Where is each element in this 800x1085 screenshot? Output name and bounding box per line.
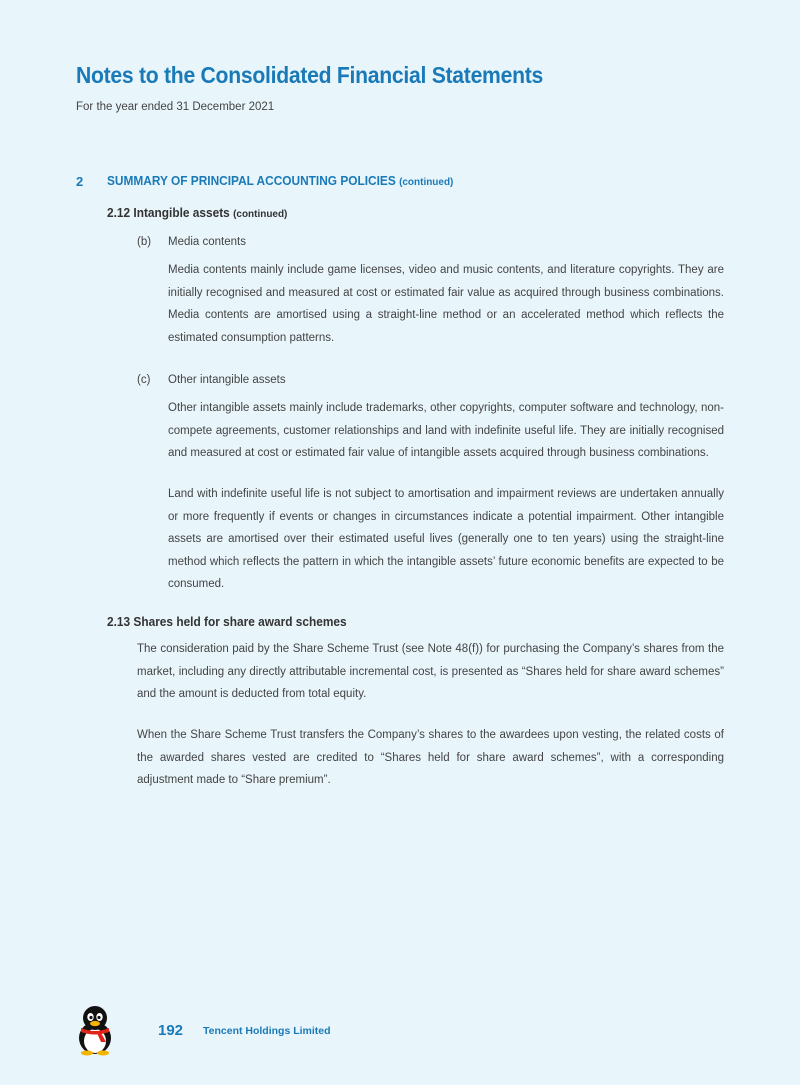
company-name: Tencent Holdings Limited — [203, 1025, 331, 1037]
page-number: 192 — [158, 1022, 184, 1039]
section-number: 2 — [76, 174, 84, 189]
paragraph-media-contents: Media contents mainly include game licenses, video and music contents, and literature copyrights. They are initially recognised and measured at cost or estimated fair value as acquired through business combinations. Media contents are amortised using a straight-line method or an accelerated method which reflects the estimated consumption patterns. — [168, 264, 724, 344]
subsection-heading-2-13: 2.13 Shares held for share award schemes — [107, 615, 347, 629]
page-title: Notes to the Consolidated Financial Statements — [76, 62, 544, 88]
item-label-c: (c) — [137, 374, 151, 386]
paragraph-other-intangible-assets-2: Land with indefinite useful life is not subject to amortisation and impairment reviews are undertaken annually or more frequently if events or changes in circumstances indicate a potential impairment. Other intangible assets are amortised over their estimated useful lives (generally one to ten years) using the straight-line method which reflects the pattern in which the intangible assets’ future economic benefits are expected to be consumed. — [168, 488, 724, 590]
section-continued: (continued) — [399, 176, 454, 188]
item-label-b: (b) — [137, 236, 152, 248]
paragraph-share-award-2: When the Share Scheme Trust transfers the Company’s shares to the awardees upon vesting, the related costs of the awarded shares vested are credited to “Shares held for share award schemes”, with a corresponding adjustment made to “Share premium”. — [137, 729, 724, 786]
subsection-heading-2-12 — [107, 206, 287, 220]
penguin-icon — [74, 1004, 116, 1056]
item-title-other-intangible-assets: Other intangible assets — [168, 374, 286, 386]
paragraph-share-award-1: The consideration paid by the Share Scheme Trust (see Note 48(f)) for purchasing the Company’s shares from the market, including any directly attributable incremental cost, is presented as “Shares held for share award schemes” and the amount is deducted from total equity. — [137, 643, 724, 700]
section-heading-text: SUMMARY OF PRINCIPAL ACCOUNTING POLICIES — [107, 174, 396, 188]
page-subtitle: For the year ended 31 December 2021 — [76, 101, 275, 113]
subsection-heading-text: 2.12 Intangible assets — [107, 206, 230, 220]
item-title-media-contents: Media contents — [168, 236, 246, 248]
paragraph-other-intangible-assets-1: Other intangible assets mainly include trademarks, other copyrights, computer software and technology, non-compete agreements, customer relationships and land with indefinite useful life. They are initially recognised and measured at cost or estimated fair value of intangible assets acquired through business combinations. — [168, 402, 724, 459]
section-heading — [107, 174, 453, 188]
subsection-continued: (continued) — [233, 208, 288, 220]
